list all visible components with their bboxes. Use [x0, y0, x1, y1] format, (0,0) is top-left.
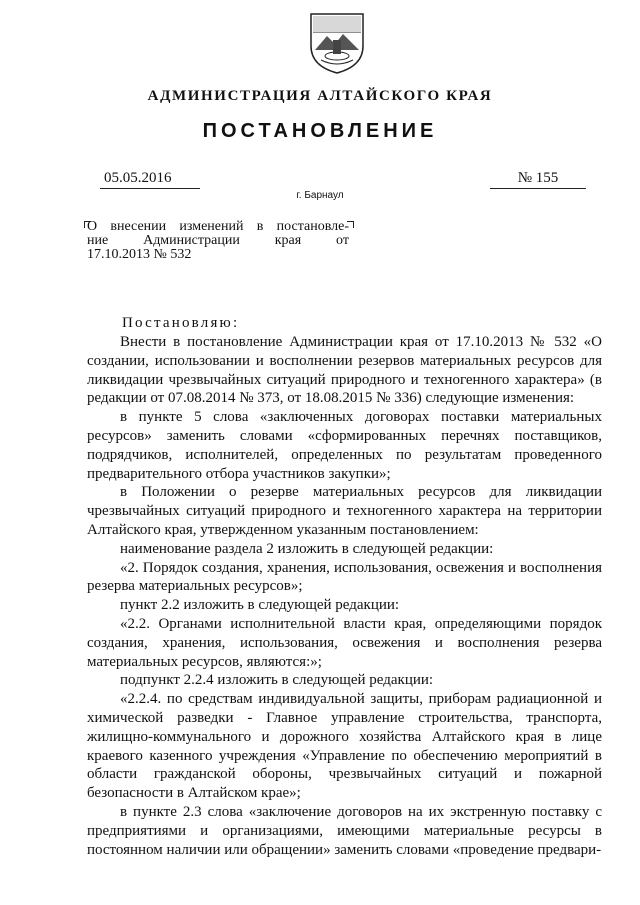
body-paragraph: в пункте 2.3 слова «заключение договоров на их экстренную поставку с предприятиями и организациями, имеющими материальные ресурсы в постоянном наличии или обращении» заменить словами «проведение предвари- — [87, 803, 602, 858]
decree-word: Постановляю: — [122, 315, 240, 331]
subject-line: О внесении изменений в постановле- — [87, 219, 349, 234]
body-paragraph: подпункт 2.2.4 изложить в следующей редакции: — [120, 672, 434, 689]
document-body — [87, 333, 602, 859]
document-subject — [87, 220, 349, 262]
coat-of-arms-icon — [307, 10, 367, 76]
body-paragraph: наименование раздела 2 изложить в следующей редакции: — [120, 540, 494, 557]
body-paragraph: «2.2. Органами исполнительной власти края, определяющими порядок создания, хранения, использования, освежения и восполнения резерва материальных ресурсов, являются:»; — [87, 615, 602, 670]
body-paragraph: «2. Порядок создания, хранения, использования, освежения и восполнения резерва материальных ресурсов»; — [87, 559, 602, 595]
body-paragraph: «2.2.4. по средствам индивидуальной защиты, приборам радиационной и химической разведки - Главное управление строительства, транспорта, жилищно-коммунального и дорожного хозяйства Алтайского края в лице краевого казенного учреждения «Управление по обеспечению мероприятий в области гражданской обороны, чрезвычайных ситуаций и пожарной безопасности в Алтайском крае»; — [87, 691, 602, 802]
document-date: 05.05.2016 — [100, 170, 200, 189]
body-paragraph: в пункте 5 слова «заключенных договорах поставки материальных ресурсов» заменить словами «сформированных перечнях поставщиков, подрядчиков, исполнителей, определенных по результатам проведенного предварительного отбора участников закупки»; — [87, 409, 602, 482]
body-paragraph: в Положении о резерве материальных ресурсов для ликвидации чрезвычайных ситуаций природного и техногенного характера на территории Алтайского края, утвержденном указанным постановлением: — [87, 484, 602, 538]
document-type-title: ПОСТАНОВЛЕНИЕ — [202, 120, 438, 142]
subject-line: ние Администрации края от — [87, 233, 349, 248]
document-number: № 155 — [490, 170, 586, 189]
subject-line: 17.10.2013 № 532 — [87, 247, 192, 262]
body-paragraph: Внести в постановление Администрации края от 17.10.2013 № 532 «О создании, использовании и восполнении резервов материальных ресурсов для ликвидации чрезвычайных ситуаций природного и техногенного характера» (в редакции от 07.08.2014 № 373, от 18.08.2015 № 336) следующие изменения: — [87, 334, 602, 407]
city-label: г. Барнаул — [296, 190, 344, 201]
body-paragraph: пункт 2.2 изложить в следующей редакции: — [120, 597, 400, 614]
organization-title: АДМИНИСТРАЦИЯ АЛТАЙСКОГО КРАЯ — [147, 88, 493, 104]
